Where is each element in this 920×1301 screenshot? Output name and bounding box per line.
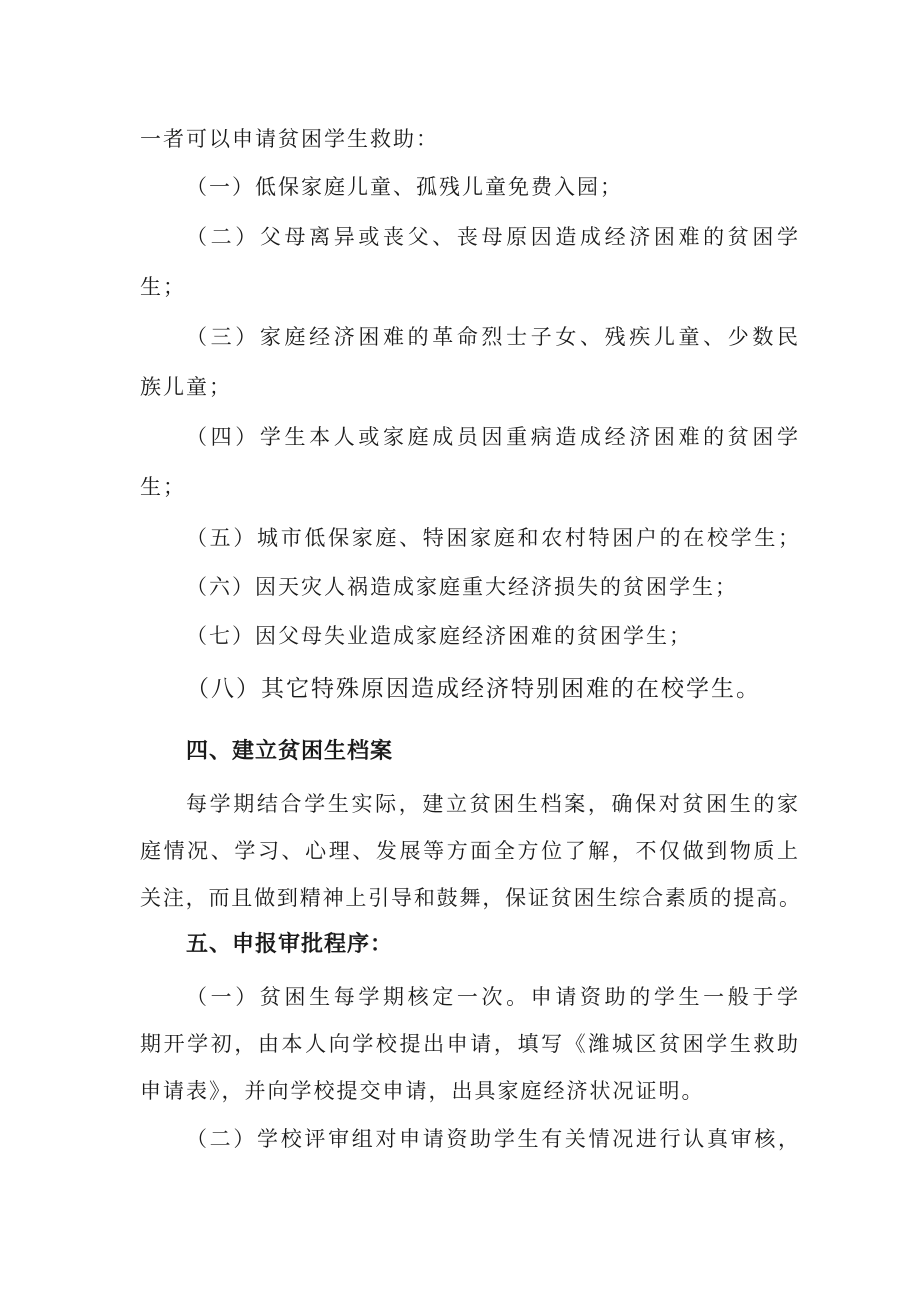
section-4-line-3: 关注，而且做到精神上引导和鼓舞，保证贫困生综合素质的提高。 (140, 886, 800, 910)
intro-line: 一者可以申请贫困学生救助： (140, 127, 439, 151)
item-3-line-1: （三）家庭经济困难的革命烈士子女、残疾儿童、少数民 (186, 325, 800, 349)
section-5-heading: 五、申报审批程序： (186, 932, 394, 957)
section-4-line-2: 庭情况、学习、心理、发展等方面全方位了解，不仅做到物质上 (140, 839, 800, 863)
section-5-p2-line-1: （二）学校评审组对申请资助学生有关情况进行认真审核， (186, 1127, 800, 1151)
section-4-line-1: 每学期结合学生实际，建立贫困生档案，确保对贫困生的家 (186, 792, 800, 816)
item-1-line-1: （一）低保家庭儿童、孤残儿童免费入园； (186, 175, 623, 199)
item-2-line-1: （二）父母离异或丧父、丧母原因造成经济困难的贫困学 (186, 225, 800, 249)
item-7-line-1: （七）因父母失业造成家庭经济困难的贫困学生； (186, 624, 692, 648)
item-8-line-1: （八）其它特殊原因造成经济特别困难的在校学生。 (186, 676, 761, 702)
item-5-line-1: （五）城市低保家庭、特困家庭和农村特困户的在校学生； (186, 526, 800, 550)
item-4-line-1: （四）学生本人或家庭成员因重病造成经济困难的贫困学 (186, 425, 800, 449)
item-3-line-2: 族儿童； (140, 375, 232, 399)
item-2-line-2: 生； (140, 275, 186, 299)
section-5-p1-line-1: （一）贫困生每学期核定一次。申请资助的学生一般于学 (186, 985, 800, 1009)
item-6-line-1: （六）因天灾人祸造成家庭重大经济损失的贫困学生； (186, 575, 738, 599)
item-4-line-2: 生； (140, 475, 186, 499)
section-5-p1-line-2: 期开学初，由本人向学校提出申请，填写《潍城区贫困学生救助 (140, 1032, 800, 1056)
section-5-p1-line-3: 申请表》，并向学校提交申请，出具家庭经济状况证明。 (140, 1079, 705, 1103)
section-4-heading: 四、建立贫困生档案 (186, 739, 394, 764)
